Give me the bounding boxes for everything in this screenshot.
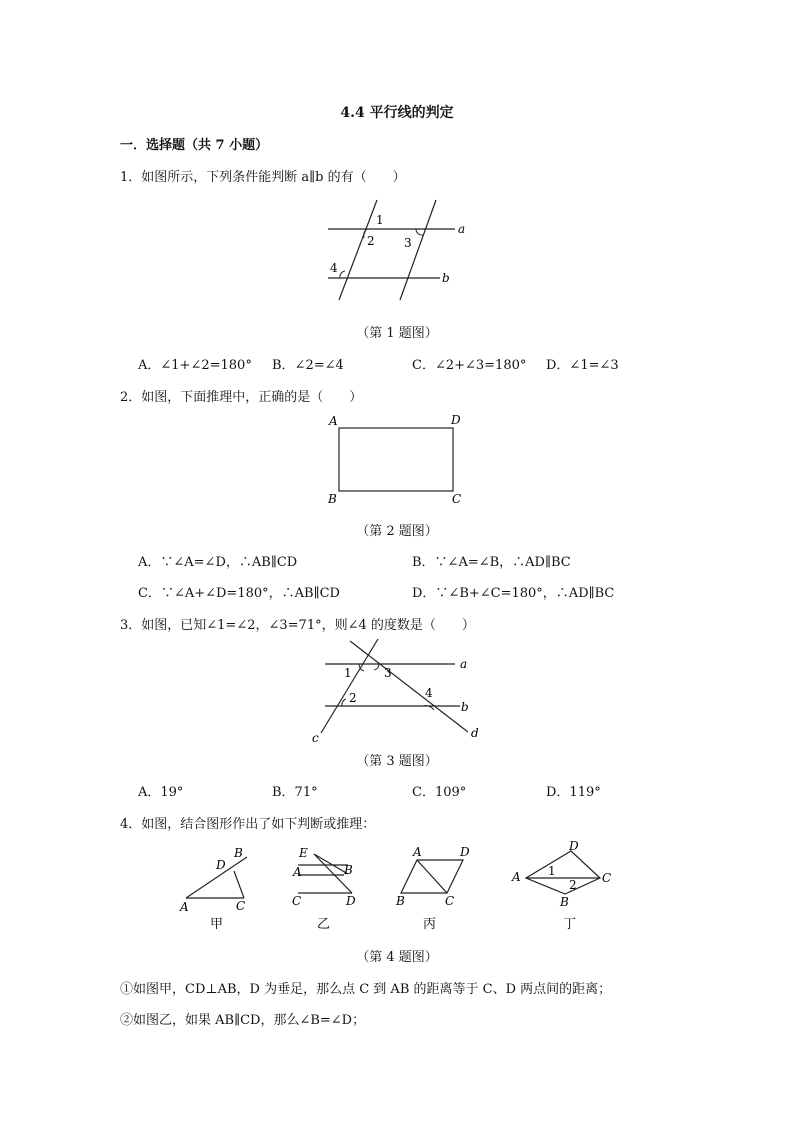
question-2-caption: （第 2 题图） (356, 524, 438, 539)
q4-figure-jia (172, 842, 262, 932)
line-c (321, 639, 378, 733)
label-A: A (329, 414, 338, 428)
label-a: a (458, 222, 466, 236)
question-2-stem: 2．如图，下面推理中，正确的是（ ） (120, 390, 363, 405)
label-b: b (442, 271, 450, 285)
angle-mark-4 (340, 271, 345, 278)
q4-statement-2: ②如图乙，如果 AB∥CD，那么∠B=∠D； (120, 1013, 366, 1028)
figure-name-ding: 丁 (563, 917, 577, 932)
question-1-caption: （第 1 题图） (356, 326, 438, 341)
q1-figure (320, 198, 470, 303)
label-C: C (452, 492, 462, 506)
q3-option-c[interactable]: C．109° (412, 785, 467, 800)
label-E: E (299, 846, 308, 860)
label-1: 1 (376, 213, 384, 227)
label-D: D (451, 413, 461, 427)
angle-mark-3 (416, 229, 423, 235)
angle-mark-3 (374, 664, 379, 670)
label-c: c (312, 731, 319, 745)
page-title: 4.4 平行线的判定 (340, 105, 454, 121)
q2-option-c[interactable]: C．∵∠A+∠D=180°，∴AB∥CD (138, 586, 340, 601)
label-D: D (346, 894, 356, 908)
label-A: A (293, 865, 302, 879)
label-B: B (234, 846, 243, 860)
label-4: 4 (330, 261, 338, 275)
question-1-stem: 1．如图所示，下列条件能判断 a∥b 的有（ ） (120, 170, 406, 185)
label-C: C (292, 894, 302, 908)
label-3: 3 (404, 236, 412, 250)
label-D: D (216, 858, 226, 872)
label-4: 4 (425, 686, 433, 700)
q2-option-a[interactable]: A．∵∠A=∠D，∴AB∥CD (138, 555, 298, 570)
q4-statement-1: ①如图甲，CD⊥AB，D 为垂足，那么点 C 到 AB 的距离等于 C、D 两点间的距离； (120, 982, 612, 997)
section-heading: 一．选择题（共 7 小题） (120, 138, 269, 153)
label-2: 2 (349, 691, 357, 705)
transversal-right (400, 200, 436, 300)
label-1: 1 (344, 666, 352, 680)
line-d (350, 641, 468, 732)
q3-option-d[interactable]: D．119° (546, 785, 601, 800)
rectangle-abcd (339, 428, 453, 491)
label-2: 2 (367, 234, 375, 248)
question-4-stem: 4．如图，结合图形作出了如下判断或推理： (120, 817, 376, 832)
label-A: A (413, 845, 422, 859)
q4-figure-bing (390, 842, 480, 932)
figure-name-bing: 丙 (423, 917, 437, 932)
q1-option-b[interactable]: B．∠2=∠4 (272, 358, 344, 373)
label-B: B (396, 894, 405, 908)
q2-figure (326, 412, 466, 507)
angle-mark-2 (342, 699, 346, 706)
q4-figure-yi (286, 842, 366, 932)
label-A: A (512, 870, 521, 884)
label-B: B (344, 863, 353, 877)
q4-figure-ding (508, 838, 618, 933)
label-D: D (569, 839, 579, 853)
question-4-caption: （第 4 题图） (356, 950, 438, 965)
label-D: D (460, 845, 470, 859)
label-b: b (461, 700, 469, 714)
q2-option-b[interactable]: B．∵∠A=∠B，∴AD∥BC (412, 555, 571, 570)
label-1: 1 (548, 864, 556, 878)
label-A: A (180, 900, 189, 914)
q2-option-d[interactable]: D．∵∠B+∠C=180°，∴AD∥BC (412, 586, 615, 601)
label-3: 3 (384, 666, 392, 680)
question-3-caption: （第 3 题图） (356, 754, 438, 769)
label-C: C (602, 871, 612, 885)
label-B: B (328, 492, 337, 506)
q3-option-a[interactable]: A．19° (138, 785, 184, 800)
q3-option-b[interactable]: B．71° (272, 785, 318, 800)
label-B: B (560, 895, 569, 909)
transversal-left (339, 200, 377, 300)
q1-option-c[interactable]: C．∠2+∠3=180° (412, 358, 527, 373)
q3-figure (310, 636, 490, 746)
q1-option-a[interactable]: A．∠1+∠2=180° (138, 358, 252, 373)
label-C: C (445, 894, 455, 908)
label-a: a (460, 657, 468, 671)
label-C: C (236, 899, 246, 913)
q1-option-d[interactable]: D．∠1=∠3 (546, 358, 619, 373)
figure-name-jia: 甲 (210, 917, 224, 932)
figure-name-yi: 乙 (317, 917, 331, 932)
label-2: 2 (569, 878, 577, 892)
question-3-stem: 3．如图，已知∠1=∠2，∠3=71°，则∠4 的度数是（ ） (120, 618, 475, 633)
label-d: d (471, 726, 479, 740)
